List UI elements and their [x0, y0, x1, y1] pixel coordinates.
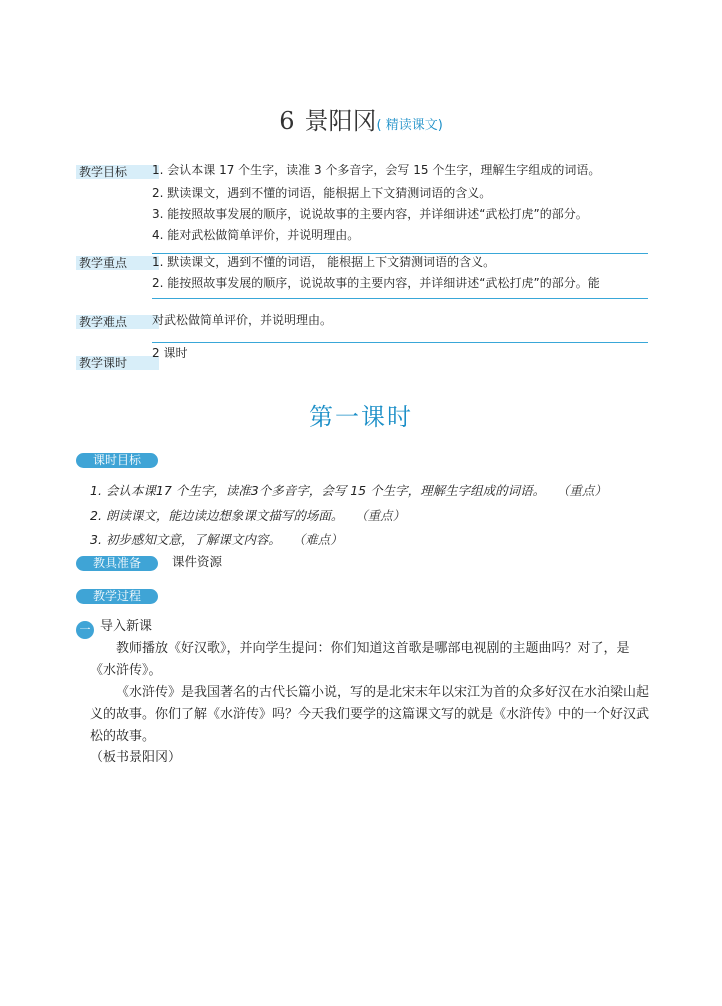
teaching-goals-label: 教学目标 [76, 165, 159, 179]
objective-text: 2. 朗读课文，能边读边想象课文描写的场面。 [90, 508, 344, 523]
goal-item: 3. 能按照故事发展的顺序，说说故事的主要内容，并详细讲述“武松打虎”的部分。 [152, 207, 588, 221]
objective-item [90, 483, 607, 499]
lesson-name: 景阳冈 [304, 107, 377, 135]
objectives-badge: 课时目标 [76, 453, 158, 468]
key-point-item: 2. 能按照故事发展的顺序，说说故事的主要内容，并详细讲述“武松打虎”的部分。能 [152, 276, 600, 290]
difficulties-text: 对武松做简单评价，并说明理由。 [152, 313, 333, 327]
board-note: （板书景阳冈） [90, 750, 182, 765]
objective-item [90, 508, 405, 524]
process-badge: 教学过程 [76, 589, 158, 604]
divider [152, 253, 648, 254]
objective-text: 3. 初步感知文意，了解课文内容。 [90, 532, 281, 547]
period-title: 第一课时 [309, 403, 413, 431]
objective-mark: （重点） [361, 508, 406, 523]
lesson-tag: ( 精读课文) [376, 118, 443, 133]
class-hours-text: 2 课时 [152, 346, 188, 360]
goal-item: 4. 能对武松做简单评价，并说明理由。 [152, 228, 360, 242]
materials-text: 课件资源 [172, 554, 223, 569]
lesson-title [0, 101, 722, 136]
step-title: 导入新课 [100, 619, 153, 634]
lesson-number: 6 [279, 107, 295, 135]
goal-item: 2. 默读课文，遇到不懂的词语，能根据上下文猜测词语的含义。 [152, 186, 492, 200]
objective-item [90, 532, 343, 548]
divider [152, 342, 648, 343]
objective-mark: （难点） [298, 532, 343, 547]
objective-mark: （重点） [563, 483, 607, 498]
intro-paragraph: 《水浒传》是我国著名的古代长篇小说，写的是北宋末年以宋江为首的众多好汉在水泊梁山起义的故事。你们了解《水浒传》吗？今天我们要学的这篇课文写的就是《水浒传》中的一个好汉武松的故事。 [90, 685, 650, 744]
key-point-item: 1. 默读课文，遇到不懂的词语， 能根据上下文猜测词语的含义。 [152, 255, 496, 269]
intro-paragraph: 教师播放《好汉歌》，并向学生提问：你们知道这首歌是哪部电视剧的主题曲吗？对了，是《水浒传》。 [90, 641, 630, 678]
objective-text: 1. 会认本课17 个生字，读准3个多音字，会写 15 个生字，理解生字组成的词语。 [90, 483, 546, 498]
class-hours-label: 教学课时 [76, 356, 159, 370]
difficulties-label: 教学难点 [76, 315, 159, 329]
goal-item: 1. 会认本课 17 个生字，读准 3 个多音字，会写 15 个生字，理解生字组成的词语。 [152, 163, 601, 177]
materials-badge: 教具准备 [76, 556, 158, 571]
divider [152, 298, 648, 299]
step-number-badge: 一 [76, 621, 94, 639]
key-points-label: 教学重点 [76, 256, 159, 270]
